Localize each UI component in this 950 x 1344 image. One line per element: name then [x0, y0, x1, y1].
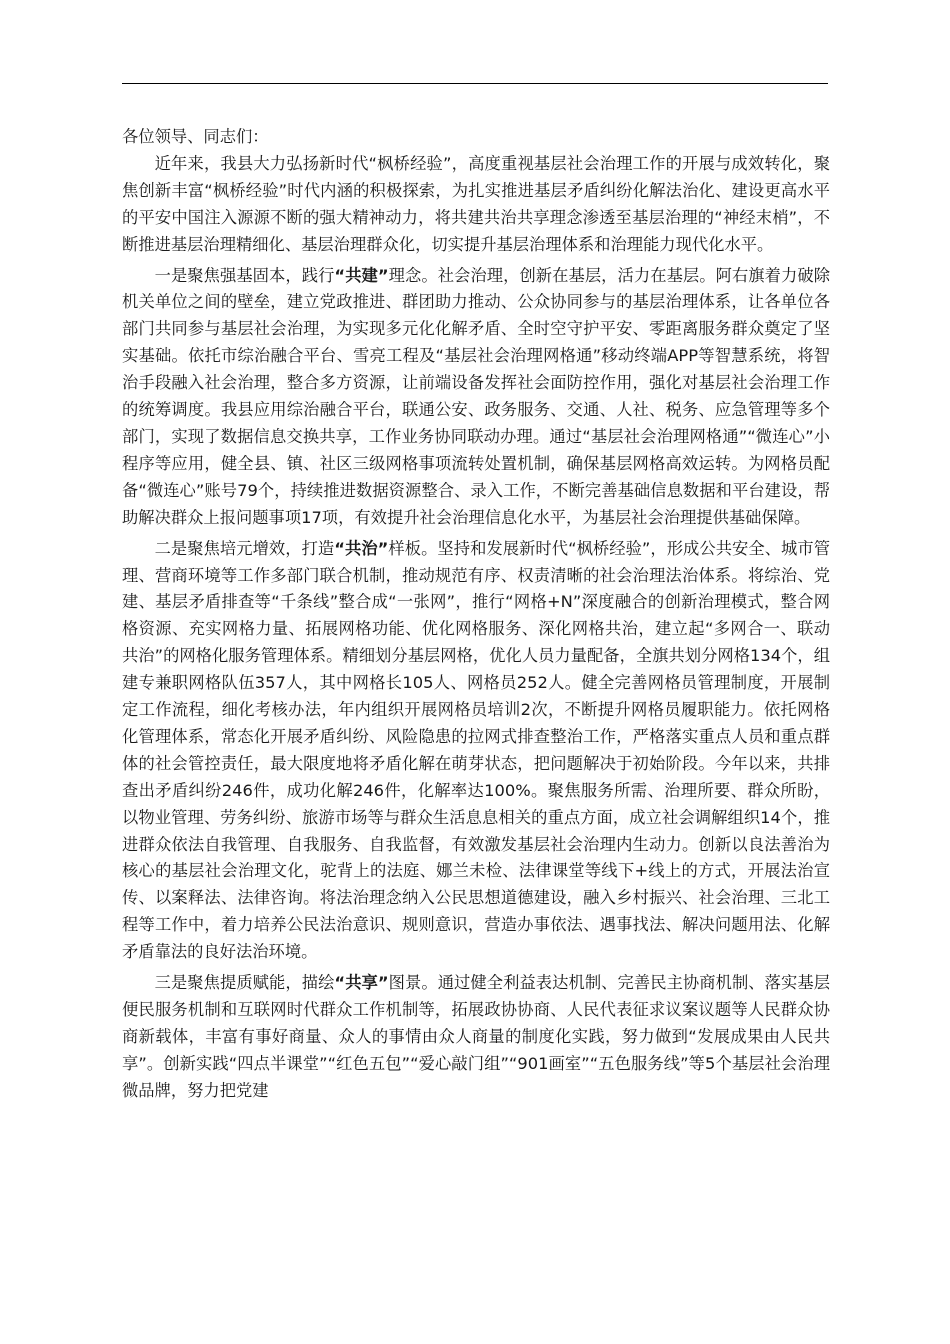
paragraph-text: 理念。社会治理，创新在基层，活力在基层。阿右旗着力破除机关单位之间的壁垒，建立党政推进、群团助力推动、公众协同参与的基层治理体系，让各单位各部门共同参与基层社会治理，为实现多元化化解矛盾、全时空守护平安、零距离服务群众奠定了坚实基础。依托市综治融合平台、雪亮工程及“基层社会治理网格通”移动终端APP等智慧系统，将智治手段融入社会治理，整合多方资源，让前端设备发挥社会面防控作用，强化对基层社会治理工作的统筹调度。我县应用综治融合平台，联通公安、政务服务、交通、人社、税务、应急管理等多个部门，实现了数据信息交换共享，工作业务协同联动办理。通过“基层社会治理网格通”“微连心”小程序等应用，健全县、镇、社区三级网格事项流转处置机制，确保基层网格高效运转。为网格员配备“微连心”账号79个，持续推进数据资源整合、录入工作，不断完善基础信息数据和平台建设，帮助解决群众上报问题事项17项，有效提升社会治理信息化水平，为基层社会治理提供基础保障。 — [122, 265, 830, 527]
paragraph-text: 近年来，我县大力弘扬新时代“枫桥经验”，高度重视基层社会治理工作的开展与成效转化，聚焦创新丰富“枫桥经验”时代内涵的积极探索，为扎实推进基层矛盾纠纷化解法治化、建设更高水平的平安中国注入源源不断的强大精神动力，将共建共治共享理念渗透至基层治理的“神经末梢”，不断推进基层治理精细化、基层治理群众化，切实提升基层治理体系和治理能力现代化水平。 — [122, 153, 830, 254]
paragraph-lead: 二是聚焦培元增效，打造 — [154, 538, 335, 558]
paragraph-gongxiang — [122, 970, 830, 1105]
paragraph-intro — [122, 151, 830, 259]
paragraph-gongjian — [122, 263, 830, 532]
paragraph-lead: 一是聚焦强基固本，践行 — [154, 265, 335, 285]
keyword-gongzhi: “共治” — [334, 538, 389, 558]
header-divider — [122, 83, 828, 84]
document-body — [122, 124, 830, 1105]
salutation: 各位领导、同志们： — [122, 127, 269, 146]
keyword-gongxiang: “共享” — [334, 973, 389, 993]
paragraph-text: 图景。通过健全利益表达机制、完善民主协商机制、落实基层便民服务机制和互联网时代群众工作机制等，拓展政协协商、人民代表征求议案议题等人民群众协商新载体，丰富有事好商量、众人的事情由众人商量的制度化实践，努力做到“发展成果由人民共享”。创新实践“四点半课堂”“红色五包”“爱心敲门组”“901画室”“五色服务线”等5个基层社会治理微品牌，努力把党建 — [122, 973, 830, 1100]
paragraph-gongzhi — [122, 536, 830, 967]
paragraph-lead: 三是聚焦提质赋能，描绘 — [154, 973, 335, 993]
paragraph-text: 样板。坚持和发展新时代“枫桥经验”，形成公共安全、城市管理、营商环境等工作多部门联合机制，推动规范有序、权责清晰的社会治理法治体系。将综治、党建、基层矛盾排查等“千条线”整合成“一张网”，推行“网格+N”深度融合的创新治理模式，整合网格资源、充实网格力量、拓展网格功能、优化网格服务、深化网格共治，建立起“多网合一、联动共治”的网格化服务管理体系。精细划分基层网格，优化人员力量配备，全旗共划分网格134个，组建专兼职网格队伍357人，其中网格长105人、网格员252人。健全完善网格员管理制度，开展制定工作流程，细化考核办法，年内组织开展网格员培训2次，不断提升网格员履职能力。依托网格化管理体系，常态化开展矛盾纠纷、风险隐患的拉网式排查整治工作，严格落实重点人员和重点群体的社会管控责任，最大限度地将矛盾化解在萌芽状态，把问题解决于初始阶段。今年以来，共排查出矛盾纠纷246件，成功化解246件，化解率达100%。聚焦服务所需、治理所要、群众所盼，以物业管理、劳务纠纷、旅游市场等与群众生活息息相关的重点方面，成立社会调解组织14个，推进群众依法自我管理、自我服务、自我监督，有效激发基层社会治理内生动力。创新以良法善治为核心的基层社会治理文化，驼背上的法庭、娜兰未检、法律课堂等线下+线上的方式，开展法治宣传、以案释法、法律咨询。将法治理念纳入公民思想道德建设，融入乡村振兴、社会治理、三北工程等工作中，着力培养公民法治意识、规则意识，营造办事依法、遇事找法、解决问题用法、化解矛盾靠法的良好法治环境。 — [122, 538, 831, 962]
keyword-gongjian: “共建” — [334, 265, 389, 285]
